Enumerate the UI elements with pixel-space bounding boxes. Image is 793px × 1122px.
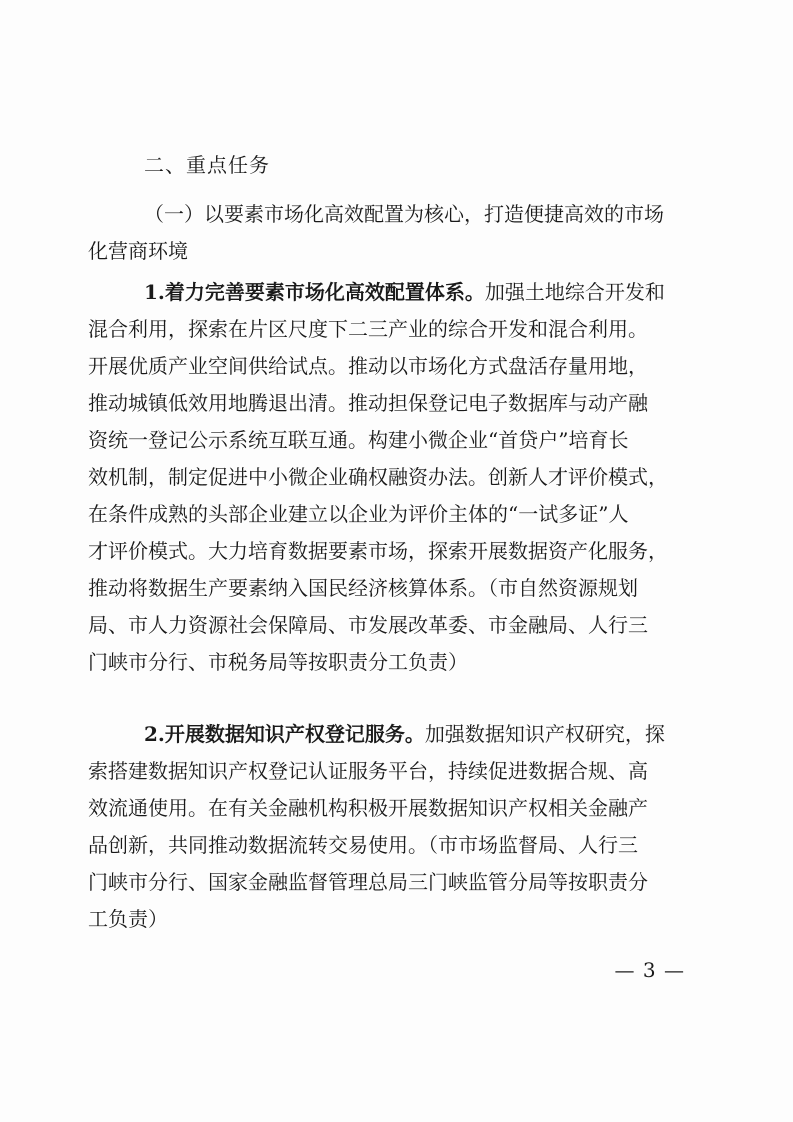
item-1-line-7: 才评价模式。大力培育数据要素市场，探索开展数据资产化服务， xyxy=(88,539,668,563)
item-1-line-10: 门峡市分行、市税务局等按职责分工负责） xyxy=(88,650,468,674)
item-1-line-8: 推动将数据生产要素纳入国民经济核算体系。（市自然资源规划 xyxy=(88,576,638,600)
item-1-title: 1.着力完善要素市场化高效配置体系。 xyxy=(144,280,485,304)
item-1-line-4: 资统一登记公示系统互联互通。构建小微企业“首贷户”培育长 xyxy=(88,428,629,452)
item-1-first-line xyxy=(88,274,694,311)
item-1-paragraph xyxy=(88,274,694,681)
item-1-line-0: 加强土地综合开发和 xyxy=(484,280,665,304)
item-2-first-line xyxy=(88,716,694,753)
item-2-line-4: 门峡市分行、国家金融监督管理总局三门峡监管分局等按职责分 xyxy=(88,870,648,894)
item-2-line-3: 品创新，共同推动数据流转交易使用。（市市场监督局、人行三 xyxy=(88,833,638,857)
page-number: — 3 — xyxy=(614,958,685,982)
item-2-line-1: 索搭建数据知识产权登记认证服务平台，持续促进数据合规、高 xyxy=(88,759,648,783)
item-1-line-1: 混合利用，探索在片区尺度下二三产业的综合开发和混合利用。 xyxy=(88,317,648,341)
item-2-paragraph xyxy=(88,716,694,938)
subsection-line-1: （一）以要素市场化高效配置为核心，打造便捷高效的市场 xyxy=(144,202,664,226)
item-2-line-2: 效流通使用。在有关金融机构积极开展数据知识产权相关金融产 xyxy=(88,796,648,820)
item-2-title: 2.开展数据知识产权登记服务。 xyxy=(144,722,425,746)
item-2-line-0: 加强数据知识产权研究，探 xyxy=(424,722,665,746)
item-1-line-5: 效机制，制定促进中小微企业确权融资办法。创新人才评价模式， xyxy=(88,465,668,489)
subsection-heading xyxy=(88,196,694,270)
item-1-line-2: 开展优质产业空间供给试点。推动以市场化方式盘活存量用地， xyxy=(88,354,648,378)
section-heading: 二、重点任务 xyxy=(144,153,270,177)
item-1-line-9: 局、市人力资源社会保障局、市发展改革委、市金融局、人行三 xyxy=(88,613,648,637)
item-1-line-6: 在条件成熟的头部企业建立以企业为评价主体的“一试多证”人 xyxy=(88,502,629,526)
item-1-line-3: 推动城镇低效用地腾退出清。推动担保登记电子数据库与动产融 xyxy=(88,391,648,415)
item-2-line-5: 工负责） xyxy=(88,907,168,931)
subsection-line-2: 化营商环境 xyxy=(88,239,188,263)
